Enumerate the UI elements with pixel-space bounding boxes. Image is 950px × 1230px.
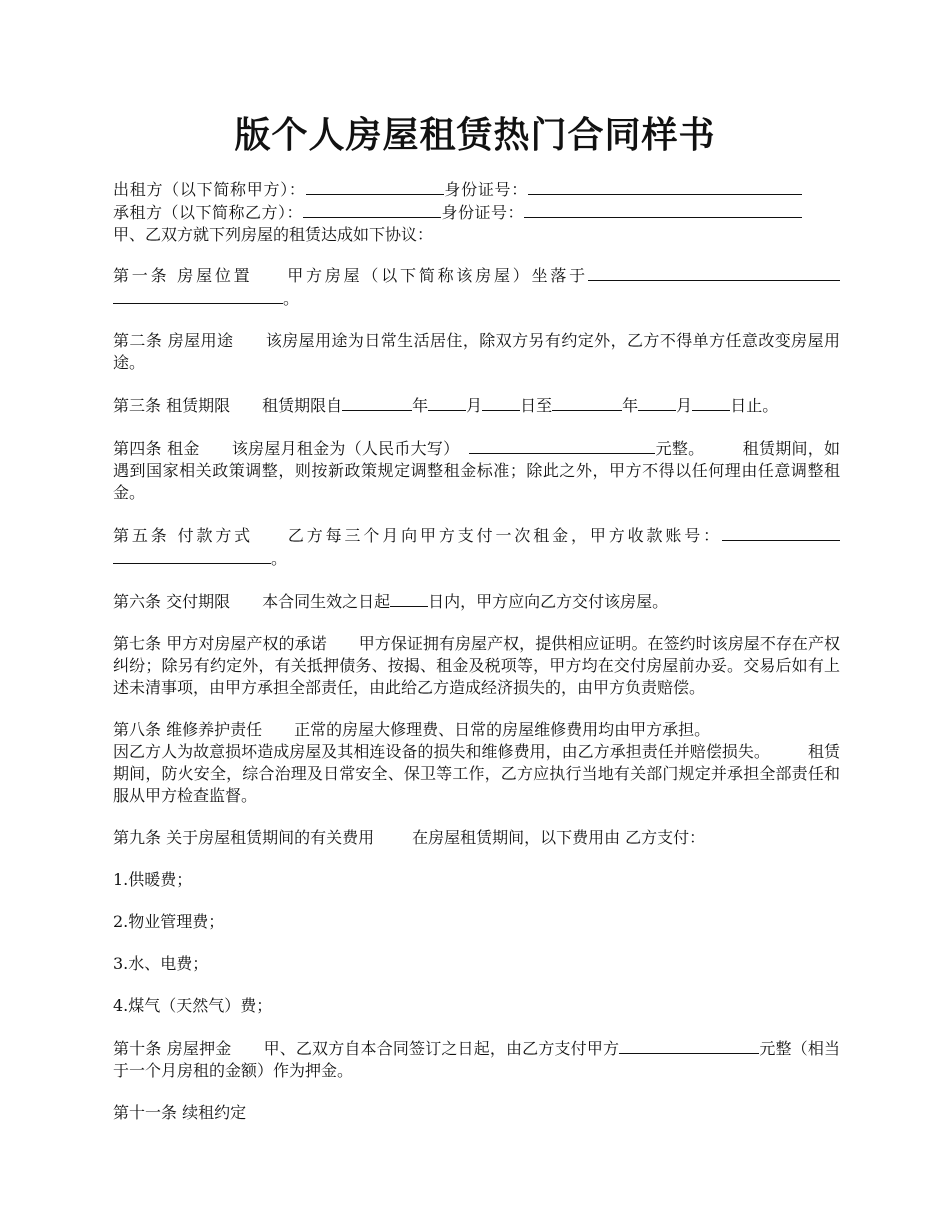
article-3-heading: 第三条 租赁期限 bbox=[113, 396, 231, 415]
month-label: 月 bbox=[676, 396, 693, 415]
lessor-name-blank bbox=[306, 178, 444, 195]
article-7-text: 甲方保证拥有房屋产权，提供相应证明。在签约时该房屋不存在产权纠纷；除另有约定外，有关抵押债务、按揭、租金及税项等，甲方均在交付房屋前办妥。交易后如有上述未清事项，由甲方承担全部责任，由此给乙方造成经济损失的，由甲方负责赔偿。 bbox=[113, 634, 840, 697]
month-label: 月 bbox=[466, 396, 483, 415]
article-4-heading: 第四条 租金 bbox=[113, 439, 200, 458]
article-10 bbox=[113, 1037, 840, 1082]
day-label: 日止。 bbox=[730, 396, 779, 415]
article-4-text-2: 租赁期间，如遇到国家相关政策调整，则按新政策规定调整租金标准；除此之外，甲方不得以任何理由任意调整租金。 bbox=[113, 439, 840, 502]
article-5-heading: 第五条 付款方式 bbox=[113, 526, 254, 545]
lessee-id-label: 身份证号： bbox=[440, 203, 524, 222]
start-day-blank bbox=[482, 394, 520, 411]
lessee-label: 承租方（以下简称乙方）： bbox=[113, 203, 303, 222]
article-6 bbox=[113, 590, 840, 613]
article-8 bbox=[113, 719, 840, 807]
article-3 bbox=[113, 394, 840, 417]
end-day-blank bbox=[692, 394, 730, 411]
article-10-text: 甲、乙双方自本合同签订之日起，由乙方支付甲方 bbox=[263, 1039, 620, 1058]
article-3-text: 租赁期限自 bbox=[262, 396, 343, 415]
account-blank bbox=[722, 524, 840, 541]
start-month-blank bbox=[428, 394, 466, 411]
article-4 bbox=[113, 437, 840, 504]
account-blank-cont bbox=[113, 547, 271, 564]
article-5 bbox=[113, 524, 840, 570]
article-11-heading: 第十一条 续租约定 bbox=[113, 1103, 247, 1122]
list-item: 3.水、电费； bbox=[113, 954, 209, 973]
rent-amount-blank bbox=[469, 437, 655, 454]
article-11 bbox=[113, 1102, 840, 1124]
location-blank bbox=[588, 264, 840, 281]
list-item: 1.供暖费； bbox=[113, 870, 193, 889]
article-1-heading: 第一条 房屋位置 bbox=[113, 266, 253, 285]
end-year-blank bbox=[552, 394, 622, 411]
article-10-text-2: 元整（相当于一个月房租的金额）作为押金。 bbox=[113, 1039, 840, 1080]
article-5-end: 。 bbox=[271, 549, 288, 568]
article-2 bbox=[113, 330, 840, 374]
article-9 bbox=[113, 827, 840, 849]
article-6-text: 本合同生效之日起 bbox=[262, 592, 391, 611]
year-label: 年 bbox=[412, 396, 429, 415]
location-blank-cont bbox=[113, 287, 283, 304]
deposit-amount-blank bbox=[619, 1037, 759, 1054]
article-10-heading: 第十条 房屋押金 bbox=[113, 1039, 232, 1058]
end-month-blank bbox=[638, 394, 676, 411]
article-9-heading: 第九条 关于房屋租赁期间的有关费用 bbox=[113, 828, 375, 847]
article-4-text: 该房屋月租金为（人民币大写） bbox=[231, 439, 460, 458]
article-8-text: 正常的房屋大修理费、日常的房屋维修费用均由甲方承担。 bbox=[294, 720, 711, 739]
article-1 bbox=[113, 264, 840, 310]
document-title: 版个人房屋租赁热门合同样书 bbox=[234, 114, 716, 156]
list-item: 4.煤气（天然气）费； bbox=[113, 996, 273, 1015]
document-body bbox=[113, 178, 840, 1144]
article-7-heading: 第七条 甲方对房屋产权的承诺 bbox=[113, 634, 327, 653]
article-6-text-end: 日内，甲方应向乙方交付该房屋。 bbox=[428, 592, 669, 611]
parties-paragraph bbox=[113, 178, 840, 246]
article-6-heading: 第六条 交付期限 bbox=[113, 592, 231, 611]
lessee-name-blank bbox=[303, 201, 441, 218]
lessor-label: 出租方（以下简称甲方）： bbox=[113, 180, 306, 199]
article-7 bbox=[113, 633, 840, 699]
lessor-id-label: 身份证号： bbox=[443, 180, 528, 199]
agreement-text: 甲、乙双方就下列房屋的租赁达成如下协议： bbox=[113, 225, 434, 244]
lessor-id-blank-tail bbox=[792, 178, 802, 195]
lessee-id-blank bbox=[524, 201, 746, 218]
article-8-text-3: 租赁期间，防火安全，综合治理及日常安全、保卫等工作，乙方应执行当地有关部门规定并承担全部责任和服从甲方检查监督。 bbox=[113, 742, 840, 805]
lessee-id-blank-tail bbox=[746, 201, 802, 218]
article-5-text: 乙方每三个月向甲方支付一次租金，甲方收款账号： bbox=[285, 526, 722, 545]
rent-unit: 元整。 bbox=[655, 439, 705, 458]
article-9-text: 在房屋租赁期间，以下费用由 乙方支付： bbox=[412, 828, 706, 847]
lessor-id-blank bbox=[528, 178, 792, 195]
article-8-text-2: 因乙方人为故意损坏造成房屋及其相连设备的损失和维修费用，由乙方承担责任并赔偿损失。 bbox=[113, 742, 770, 761]
start-year-blank bbox=[342, 394, 412, 411]
delivery-days-blank bbox=[390, 590, 428, 607]
day-label: 日至 bbox=[520, 396, 553, 415]
article-2-text: 该房屋用途为日常生活居住，除双方另有约定外，乙方不得单方任意改变房屋用途。 bbox=[113, 331, 840, 372]
year-label: 年 bbox=[622, 396, 639, 415]
article-1-text: 甲方房屋（以下简称该房屋）坐落于 bbox=[284, 266, 588, 285]
article-2-heading: 第二条 房屋用途 bbox=[113, 331, 234, 350]
article-1-end: 。 bbox=[283, 289, 300, 308]
article-8-heading: 第八条 维修养护责任 bbox=[113, 720, 263, 739]
list-item: 2.物业管理费； bbox=[113, 912, 225, 931]
